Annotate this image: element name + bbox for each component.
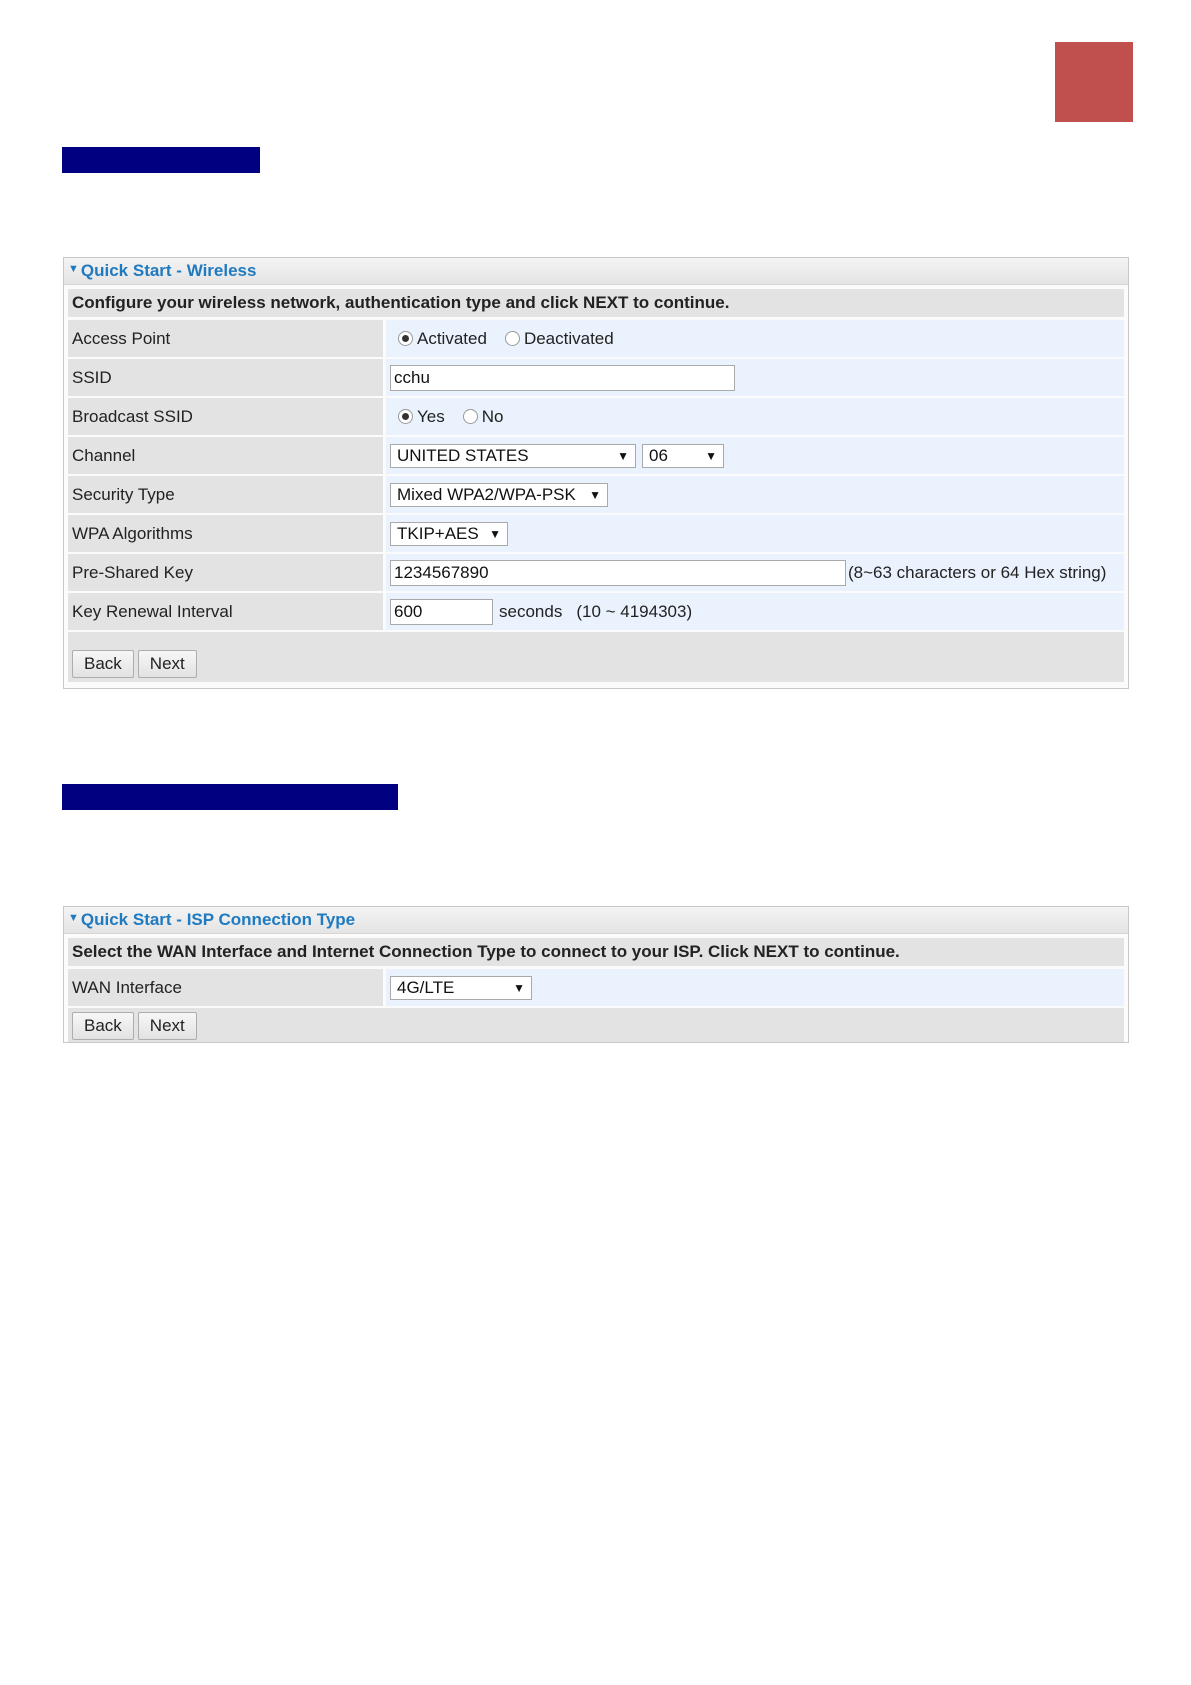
wpa-algorithms-select-value: TKIP+AES — [397, 523, 479, 543]
row-wpa-algorithms — [68, 515, 1124, 552]
wpa-algorithms-value — [386, 515, 1124, 552]
isp-instruction: Select the WAN Interface and Internet Connection Type to connect to your ISP. Click NEXT to continue. — [68, 938, 1124, 966]
ssid-input[interactable] — [390, 365, 735, 391]
back-button[interactable]: Back — [72, 650, 134, 678]
pre-shared-key-input[interactable] — [390, 560, 846, 586]
corner-tab-block — [1055, 42, 1133, 122]
dropdown-arrow-icon: ▼ — [617, 448, 629, 463]
channel-value — [386, 437, 1124, 474]
wireless-instruction: Configure your wireless network, authentication type and click NEXT to continue. — [68, 289, 1124, 317]
isp-button-row — [68, 1008, 1124, 1042]
pre-shared-key-value — [386, 554, 1124, 591]
dropdown-arrow-icon: ▼ — [705, 448, 717, 463]
row-ssid — [68, 359, 1124, 396]
key-renewal-unit: seconds — [499, 601, 563, 621]
row-access-point — [68, 320, 1124, 357]
security-type-select[interactable] — [390, 483, 608, 507]
wan-interface-select[interactable] — [390, 976, 532, 1000]
broadcast-ssid-value — [386, 398, 1124, 435]
broadcast-ssid-yes-radio[interactable] — [398, 409, 413, 424]
pre-shared-key-label: Pre-Shared Key — [68, 554, 383, 591]
key-renewal-interval-input[interactable] — [390, 599, 493, 625]
country-select[interactable] — [390, 444, 636, 468]
panel-title-isp[interactable] — [64, 907, 1128, 934]
broadcast-ssid-yes-text: Yes — [417, 406, 445, 426]
row-wan-interface — [68, 969, 1124, 1006]
wireless-button-row — [68, 632, 1124, 682]
dropdown-arrow-icon: ▼ — [589, 487, 601, 502]
access-point-value — [386, 320, 1124, 357]
broadcast-ssid-no-radio[interactable] — [463, 409, 478, 424]
collapse-triangle-icon[interactable]: ▼ — [68, 263, 79, 275]
access-point-label: Access Point — [68, 320, 383, 357]
broadcast-ssid-no-text: No — [481, 406, 504, 426]
panel-title-text: Quick Start - Wireless — [80, 261, 257, 280]
row-broadcast-ssid — [68, 398, 1124, 435]
wireless-panel-body — [64, 285, 1128, 686]
channel-label: Channel — [68, 437, 383, 474]
row-key-renewal-interval — [68, 593, 1124, 630]
access-point-deactivated-text: Deactivated — [523, 328, 614, 348]
row-pre-shared-key — [68, 554, 1124, 591]
wan-interface-select-value: 4G/LTE — [397, 977, 455, 997]
back-button[interactable]: Back — [72, 1012, 134, 1040]
country-select-value: UNITED STATES — [397, 445, 529, 465]
channel-select-value: 06 — [649, 445, 668, 465]
wpa-algorithms-select[interactable] — [390, 522, 508, 546]
row-security-type — [68, 476, 1124, 513]
wpa-algorithms-label: WPA Algorithms — [68, 515, 383, 552]
section-heading-bar-isp — [62, 784, 398, 810]
access-point-activated-radio[interactable] — [398, 331, 413, 346]
quick-start-wireless-panel — [63, 257, 1129, 689]
ssid-label: SSID — [68, 359, 383, 396]
key-renewal-interval-value — [386, 593, 1124, 630]
pre-shared-key-hint: (8~63 characters or 64 Hex string) — [848, 562, 1107, 582]
access-point-deactivated-radio[interactable] — [505, 331, 520, 346]
quick-start-isp-panel — [63, 906, 1129, 1043]
wan-interface-label: WAN Interface — [68, 969, 383, 1006]
next-button[interactable]: Next — [138, 1012, 197, 1040]
broadcast-ssid-label: Broadcast SSID — [68, 398, 383, 435]
channel-select[interactable] — [642, 444, 724, 468]
access-point-activated-text: Activated — [417, 328, 487, 348]
next-button[interactable]: Next — [138, 650, 197, 678]
collapse-triangle-icon[interactable]: ▼ — [68, 912, 79, 924]
ssid-value — [386, 359, 1124, 396]
dropdown-arrow-icon: ▼ — [489, 526, 501, 541]
security-type-label: Security Type — [68, 476, 383, 513]
security-type-select-value: Mixed WPA2/WPA-PSK — [397, 484, 576, 504]
dropdown-arrow-icon: ▼ — [513, 980, 525, 995]
panel-title-wireless[interactable] — [64, 258, 1128, 285]
section-heading-bar-wireless — [62, 147, 260, 173]
isp-panel-body — [64, 934, 1128, 1046]
wan-interface-value — [386, 969, 1124, 1006]
key-renewal-range: (10 ~ 4194303) — [576, 601, 693, 621]
security-type-value — [386, 476, 1124, 513]
row-channel — [68, 437, 1124, 474]
panel-title-text: Quick Start - ISP Connection Type — [80, 910, 356, 929]
key-renewal-interval-label: Key Renewal Interval — [68, 593, 383, 630]
